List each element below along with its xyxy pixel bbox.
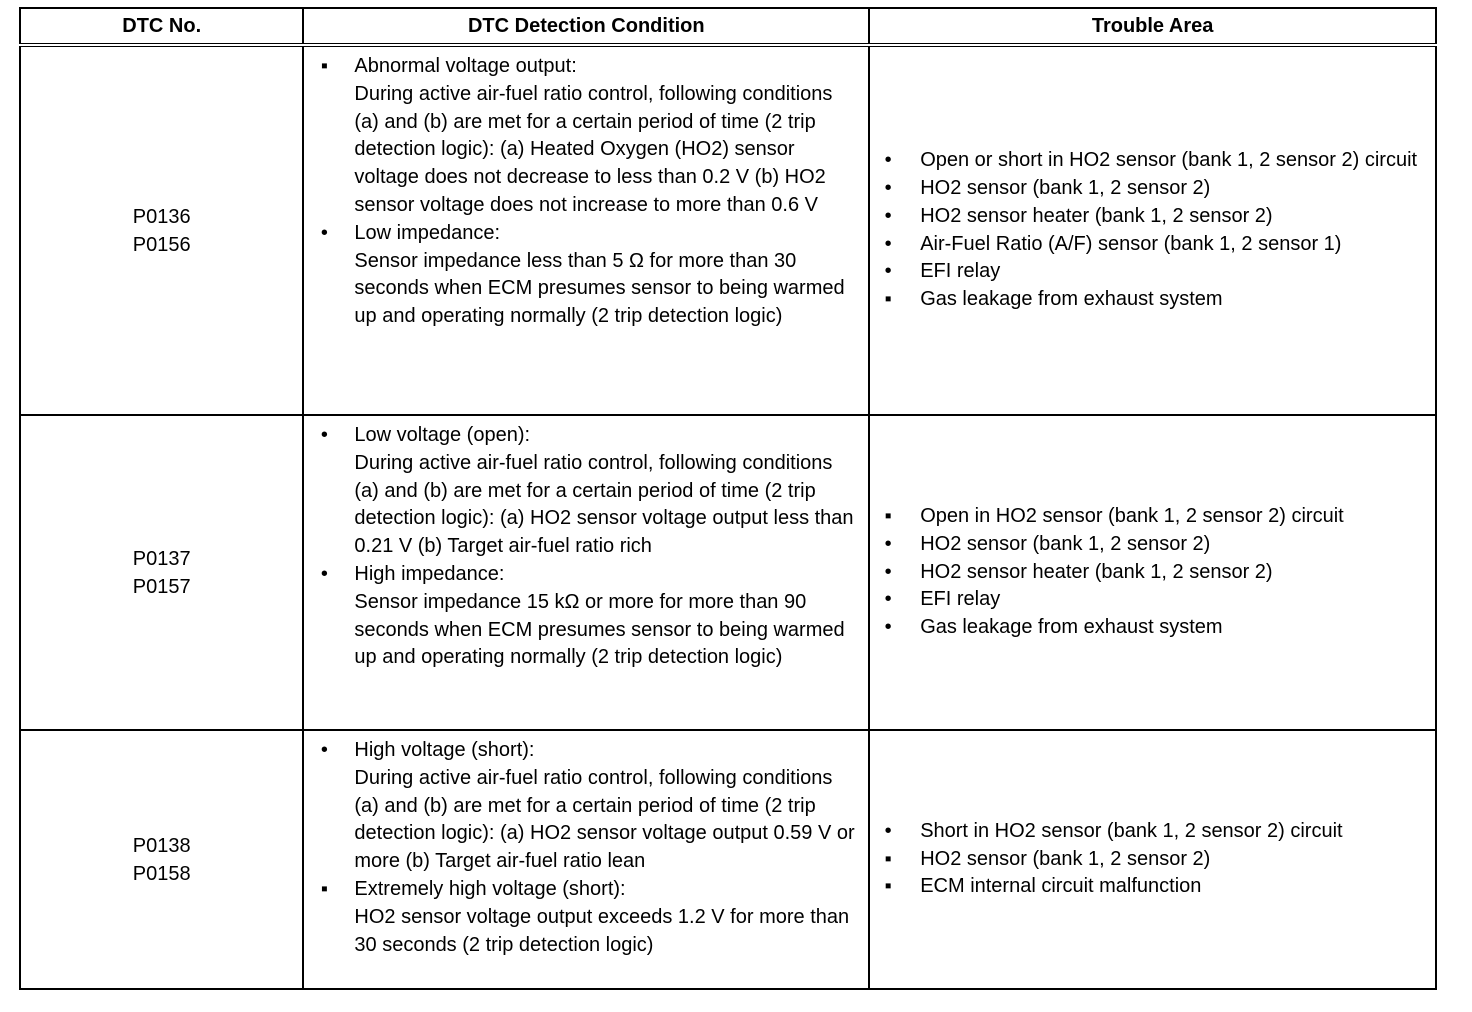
bullet-icon: • (320, 562, 328, 585)
trouble-area-item (870, 231, 1427, 259)
trouble-area-text: Open or short in HO2 sensor (bank 1, 2 sensor 2) circuit (920, 149, 1418, 172)
table-row (20, 415, 1436, 730)
condition-cell (303, 730, 869, 989)
table-row (20, 45, 1436, 415)
trouble-area-text: Gas leakage from exhaust system (920, 288, 1223, 311)
bullet-icon: ▪ (884, 505, 892, 527)
trouble-area-text: Gas leakage from exhaust system (920, 616, 1223, 639)
trouble-area-text: EFI relay (920, 260, 1001, 283)
trouble-area-item (870, 258, 1427, 286)
trouble-area-item (870, 818, 1427, 846)
dtc-code: P0157 (132, 575, 191, 598)
condition-item (304, 876, 860, 959)
dtc-table (19, 7, 1437, 990)
trouble-area-text: EFI relay (920, 588, 1001, 611)
bullet-icon: • (884, 616, 892, 639)
header-dtc-no: DTC No. (20, 8, 303, 45)
dtc-cell (20, 415, 303, 730)
trouble-area-text: ECM internal circuit malfunction (920, 875, 1202, 898)
bullet-icon: ▪ (884, 288, 892, 311)
bullet-icon: • (884, 819, 892, 842)
bullet-icon: • (884, 560, 892, 583)
condition-cell (303, 415, 869, 730)
trouble-area-text: Air-Fuel Ratio (A/F) sensor (bank 1, 2 sensor 1) (920, 232, 1342, 255)
trouble-area-cell (869, 45, 1436, 415)
header-detection-condition: DTC Detection Condition (303, 8, 869, 45)
trouble-area-item (870, 175, 1427, 203)
condition-list (304, 737, 860, 959)
bullet-icon: • (884, 532, 892, 555)
condition-label: Abnormal voltage output: (354, 55, 577, 77)
condition-item (304, 737, 860, 876)
trouble-area-item (870, 286, 1427, 314)
trouble-area-text: HO2 sensor (bank 1, 2 sensor 2) (920, 532, 1211, 555)
bullet-icon: ▪ (884, 875, 892, 898)
condition-label: Low voltage (open): (354, 424, 531, 446)
bullet-icon: • (884, 588, 892, 611)
dtc-cell (20, 730, 303, 989)
condition-item (304, 220, 860, 331)
dtc-code: P0137 (132, 547, 191, 570)
trouble-area-item (870, 559, 1427, 587)
trouble-area-text: HO2 sensor heater (bank 1, 2 sensor 2) (920, 204, 1273, 227)
condition-cell (303, 45, 869, 415)
condition-text: HO2 sensor voltage output exceeds 1.2 V for more than 30 seconds (2 trip detection logic) (354, 905, 850, 956)
bullet-icon: • (320, 739, 328, 761)
condition-item (304, 422, 860, 561)
trouble-area-item (870, 503, 1427, 531)
table-row (20, 730, 1436, 989)
trouble-area-item (870, 614, 1427, 642)
trouble-area-text: Short in HO2 sensor (bank 1, 2 sensor 2) circuit (920, 819, 1343, 842)
condition-list (304, 422, 860, 672)
trouble-area-item (870, 586, 1427, 614)
bullet-icon: • (320, 221, 328, 244)
bullet-icon: • (320, 424, 328, 446)
condition-text: During active air-fuel ratio control, following conditions (a) and (b) are met for a certain period of time (2 trip detection logic): (a) HO2 sensor voltage output 0.59 V or more (b) Target air-fuel ratio lean (354, 766, 855, 873)
trouble-area-text: HO2 sensor (bank 1, 2 sensor 2) (920, 176, 1211, 199)
dtc-cell (20, 45, 303, 415)
condition-item (304, 53, 860, 220)
dtc-code: P0158 (132, 862, 191, 885)
trouble-area-item (870, 846, 1427, 874)
bullet-icon: • (884, 149, 892, 172)
header-trouble-area: Trouble Area (869, 8, 1436, 45)
bullet-icon: • (884, 204, 892, 227)
condition-list (304, 53, 860, 331)
trouble-area-list (870, 147, 1427, 314)
condition-text: During active air-fuel ratio control, following conditions (a) and (b) are met for a certain period of time (2 trip detection logic): (a) HO2 sensor voltage output less than 0.21 V (b) Target air-fuel ratio rich (354, 451, 854, 558)
dtc-code: P0136 (132, 205, 191, 228)
trouble-area-text: HO2 sensor heater (bank 1, 2 sensor 2) (920, 560, 1273, 583)
dtc-code: P0138 (132, 834, 191, 857)
trouble-area-text: HO2 sensor (bank 1, 2 sensor 2) (920, 847, 1211, 870)
table-header (20, 8, 1436, 45)
condition-label: High voltage (short): (354, 739, 535, 761)
bullet-icon: • (884, 260, 892, 283)
header-row (20, 8, 1436, 45)
condition-label: Low impedance: (354, 221, 501, 244)
bullet-icon: • (884, 176, 892, 199)
condition-label: High impedance: (354, 562, 505, 585)
bullet-icon: ▪ (884, 847, 892, 870)
condition-text: Sensor impedance less than 5 Ω for more than 30 seconds when ECM presumes sensor to being warmed up and operating normally (2 trip detection logic) (354, 249, 845, 328)
trouble-area-cell (869, 415, 1436, 730)
trouble-area-cell (869, 730, 1436, 989)
condition-item (304, 561, 860, 672)
bullet-icon: ▪ (320, 877, 328, 900)
bullet-icon: • (884, 232, 892, 255)
trouble-area-list (870, 503, 1427, 642)
dtc-code: P0156 (132, 233, 191, 256)
condition-text: Sensor impedance 15 kΩ or more for more than 90 seconds when ECM presumes sensor to being warmed up and operating normally (2 trip detection logic) (354, 590, 845, 669)
trouble-area-item (870, 203, 1427, 231)
trouble-area-list (870, 818, 1427, 901)
bullet-icon: ▪ (320, 55, 328, 77)
condition-text: During active air-fuel ratio control, following conditions (a) and (b) are met for a certain period of time (2 trip detection logic): (a) Heated Oxygen (HO2) sensor voltage does not decrease to less than 0.2 V (b) HO2 sensor voltage does not increase to more than 0.6 V (354, 82, 833, 216)
trouble-area-item (870, 531, 1427, 559)
trouble-area-text: Open in HO2 sensor (bank 1, 2 sensor 2) circuit (920, 505, 1344, 527)
condition-label: Extremely high voltage (short): (354, 877, 626, 900)
trouble-area-item (870, 147, 1427, 175)
trouble-area-item (870, 873, 1427, 901)
